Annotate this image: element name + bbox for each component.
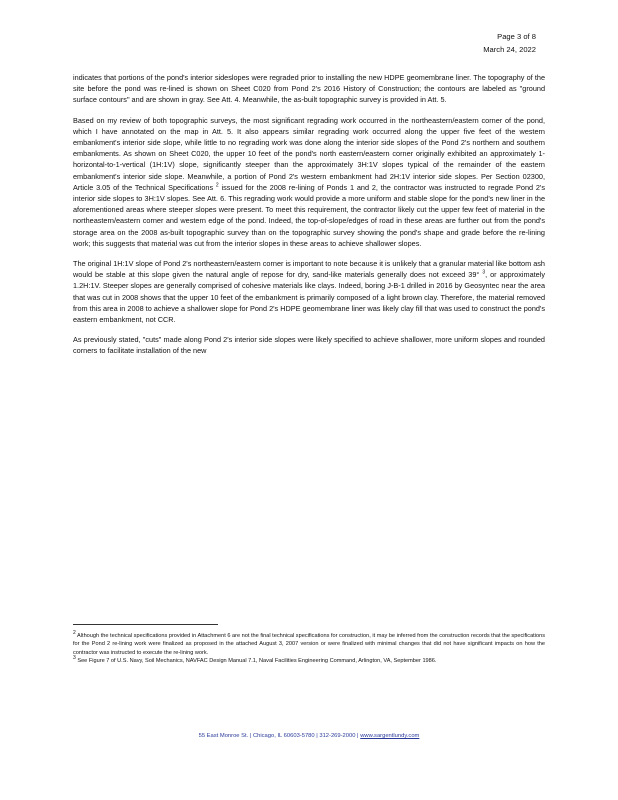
page-date: March 24, 2022 [483, 45, 536, 54]
footer-link[interactable]: www.sargentlundy.com [360, 733, 420, 739]
paragraph: As previously stated, "cuts" made along Pond 2's interior side slopes were likely specified to achieve shallower, more uniform slopes and rounded corners to facilitate installation of the new [73, 335, 545, 356]
paragraph: Based on my review of both topographic surveys, the most significant regrading work occurred in the northeastern/eastern corner of the pond, which I have annotated on the map in Att. 5. It also appears similar regrading work occurred along the upper five feet of the western embankment's interior side slope, while little to no regrading work was done along the interior side slopes of the Pond 2's northern and southern embankments. As shown on Sheet C020, the upper 10 feet of the pond's north eastern/eastern corner originally exhibited an approximately 1-horizontal-to-1-vertical (1H:1V) slope, significantly steeper than the approximately 3H:1V slopes typical of the remainder of the eastern embankment's interior side slope. Meanwhile, a portion of Pond 2's western embankment had 2H:1V interior side slopes. Per Section 02300, Article 3.05 of the Technical Specifications $^2$ issued for the 2008 re-lining of Ponds 1 and 2, the contractor was instructed to regrade Pond 2's interior side slopes to 3H:1V slopes. See Att. 6. This regrading work would provide a more uniform and stable slope for the pond's new liner in the aforementioned areas where steeper slopes were present. To meet this requirement, the contractor likely cut the upper few feet of material in the northeastern/eastern corner and western edge of the pond. Indeed, the top-of-slope/edges of road in these areas are further out from the pond's storage area on the 2008 as-built topographic survey than on the topographic survey showing the pond's shape and grade before the re-lining work; this suggests that material was cut from the interior slopes in these areas to achieve shallower slopes. [73, 115, 546, 248]
body-text [73, 72, 545, 366]
page-number: Page 3 of 8 [497, 32, 536, 41]
paragraph: indicates that portions of the pond's interior sideslopes were regraded prior to installing the new HDPE geomembrane liner. The topography of the site before the pond was re-lined is shown on Sheet C020 from Pond 2's 2016 History of Construction; the contours are labeled as "ground surface contours" and are shown in gray. See Att. 4. Meanwhile, the as-built topographic survey is provided in Att. 5. [73, 73, 545, 105]
footnote-ref[interactable]: 3 [482, 269, 486, 276]
page-footer [0, 733, 618, 739]
page-header [483, 30, 536, 56]
paragraph: The original 1H:1V slope of Pond 2's northeastern/eastern corner is important to note because it is unlikely that a granular material like bottom ash would be stable at this slope given the natural angle of repose for dry, sand-like materials generally does not exceed 39° $^3$, or approximately 1.2H:1V. Steeper slopes are generally comprised of cohesive materials like clays. Indeed, boring J-B-1 drilled in 2016 by Geosyntec near the area that was cut in 2008 shows that the upper 10 feet of the embankment is primarily composed of a light brown clay. Therefore, the material removed from this area in 2008 to achieve a shallower slope for Pond 2's HDPE geomembrane liner was likely clay fill that was used to construct the pond's eastern embankment, not CCR. [73, 259, 545, 325]
footnote-divider [73, 624, 218, 625]
footnotes [73, 632, 545, 666]
footnote: $^3$ See Figure 7 of U.S. Navy, Soil Mechanics, NAVFAC Design Manual 7.1, Naval Facilities Engineering Command, Arlington, VA, September 1986. [73, 655, 437, 665]
footnote-ref[interactable]: 2 [215, 182, 219, 189]
footnote: $^2$ Although the technical specifications provided in Attachment 6 are not the final technical specifications for construction, it may be inferred from the construction records that the specifications for the Pond 2 re-lining work were finalized as proposed in the attached August 3, 2007 version or were finalized with minimal changes that did not have significant impacts on how the contractor was instructed to execute the re-lining work. [73, 630, 546, 656]
footer-address: 55 East Monroe St. | Chicago, IL 60603-5780 | 312-269-2000 | [198, 733, 359, 739]
